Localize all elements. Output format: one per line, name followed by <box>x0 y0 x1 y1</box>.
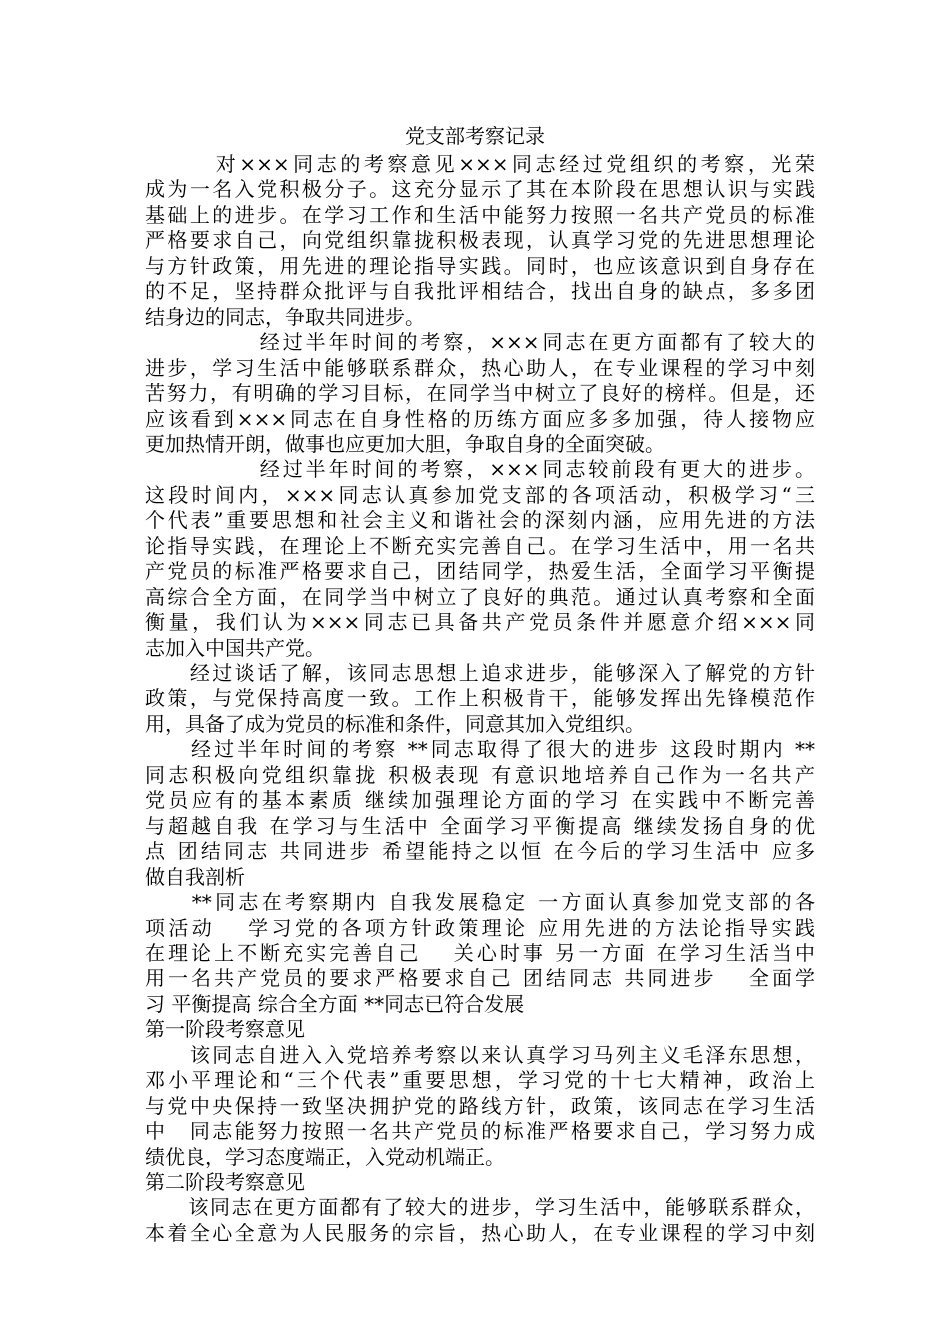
text-line: 习 平衡提高 综合全方面 **同志已符合发展 <box>145 991 525 1016</box>
text-line: 经过半年时间的考察 **同志取得了很大的进步 这段时期内 ** <box>145 737 815 762</box>
text-line: 成为一名入党积极分子。这充分显示了其在本阶段在思想认识与实践 <box>145 177 815 202</box>
text-line: 进步，学习生活中能够联系群众，热心助人，在专业课程的学习中刻 <box>145 355 815 380</box>
text-line: 该同志自进入入党培养考察以来认真学习马列主义毛泽东思想， <box>145 1042 815 1067</box>
text-line: 高综合全方面，在同学当中树立了良好的典范。通过认真考察和全面 <box>145 584 815 609</box>
text-line: 苦努力，有明确的学习目标，在同学当中树立了良好的榜样。但是，还 <box>145 381 815 406</box>
text-line: 结身边的同志，争取共同进步。 <box>145 304 425 329</box>
text-line: 本着全心全意为人民服务的宗旨，热心助人，在专业课程的学习中刻 <box>145 1220 815 1245</box>
text-line: 对×××同志的考察意见×××同志经过党组织的考察，光荣 <box>145 152 815 176</box>
text-line: 项活动 学习党的各项方针政策理论 应用先进的方法论指导实践 <box>145 915 815 940</box>
text-line: 同志积极向党组织靠拢 积极表现 有意识地培养自己作为一名共产 <box>145 762 815 787</box>
text-line: 点 团结同志 共同进步 希望能持之以恒 在今后的学习生活中 应多 <box>145 839 815 864</box>
text-line: 经过半年时间的考察，×××同志在更方面都有了较大的 <box>145 330 815 355</box>
text-line: 与党中央保持一致坚决拥护党的路线方针，政策，该同志在学习生活 <box>145 1093 815 1118</box>
text-line: 用一名共产党员的要求严格要求自己 团结同志 共同进步 全面学 <box>145 966 815 991</box>
text-line: 绩优良，学习态度端正，入党动机端正。 <box>145 1144 505 1169</box>
text-line: 邓小平理论和“三个代表”重要思想，学习党的十七大精神，政治上 <box>145 1068 815 1093</box>
text-line: 第一阶段考察意见 <box>145 1017 305 1042</box>
text-line: 这段时间内，×××同志认真参加党支部的各项活动，积极学习“三 <box>145 482 815 507</box>
text-line: 经过半年时间的考察，×××同志较前段有更大的进步。 <box>145 457 815 482</box>
text-line: 衡量，我们认为×××同志已具备共产党员条件并愿意介绍×××同 <box>145 610 815 635</box>
text-line: 经过谈话了解，该同志思想上追求进步，能够深入了解党的方针 <box>145 661 815 685</box>
text-line: 严格要求自己，向党组织靠拢积极表现，认真学习党的先进思想理论 <box>145 228 815 253</box>
document-title: 党支部考察记录 <box>405 124 545 148</box>
text-line: 党员应有的基本素质 继续加强理论方面的学习 在实践中不断完善 <box>145 788 815 813</box>
text-line: 用，具备了成为党员的标准和条件，同意其加入党组织。 <box>145 711 645 736</box>
text-line: 第二阶段考察意见 <box>145 1170 305 1194</box>
text-line: 中 同志能努力按照一名共产党员的标准严格要求自己，学习努力成 <box>145 1119 815 1144</box>
text-line: 更加热情开朗，做事也应更加大胆，争取自身的全面突破。 <box>145 431 665 456</box>
text-line: 应该看到×××同志在自身性格的历练方面应多多加强，待人接物应 <box>145 406 815 431</box>
text-line: 政策，与党保持高度一致。工作上积极肯干，能够发挥出先锋模范作 <box>145 686 815 711</box>
text-line: 志加入中国共产党。 <box>145 635 325 660</box>
text-line: 在理论上不断充实完善自己 关心时事 另一方面 在学习生活当中 <box>145 940 815 965</box>
text-line: 产党员的标准严格要求自己，团结同学，热爱生活，全面学习平衡提 <box>145 559 815 584</box>
text-line: 该同志在更方面都有了较大的进步，学习生活中，能够联系群众， <box>145 1195 815 1220</box>
text-line: 做自我剖析 <box>145 864 245 889</box>
text-line: 论指导实践，在理论上不断充实完善自己。在学习生活中，用一名共 <box>145 533 815 558</box>
text-line: 基础上的进步。在学习工作和生活中能努力按照一名共产党员的标准 <box>145 202 815 227</box>
text-line: 与超越自我 在学习与生活中 全面学习平衡提高 继续发扬自身的优 <box>145 813 815 838</box>
text-line: **同志在考察期内 自我发展稳定 一方面认真参加党支部的各 <box>145 890 815 915</box>
text-line: 的不足，坚持群众批评与自我批评相结合，找出自身的缺点，多多团 <box>145 279 815 304</box>
text-line: 个代表”重要思想和社会主义和谐社会的深刻内涵，应用先进的方法 <box>145 508 815 533</box>
text-line: 与方针政策，用先进的理论指导实践。同时，也应该意识到自身存在 <box>145 253 815 278</box>
